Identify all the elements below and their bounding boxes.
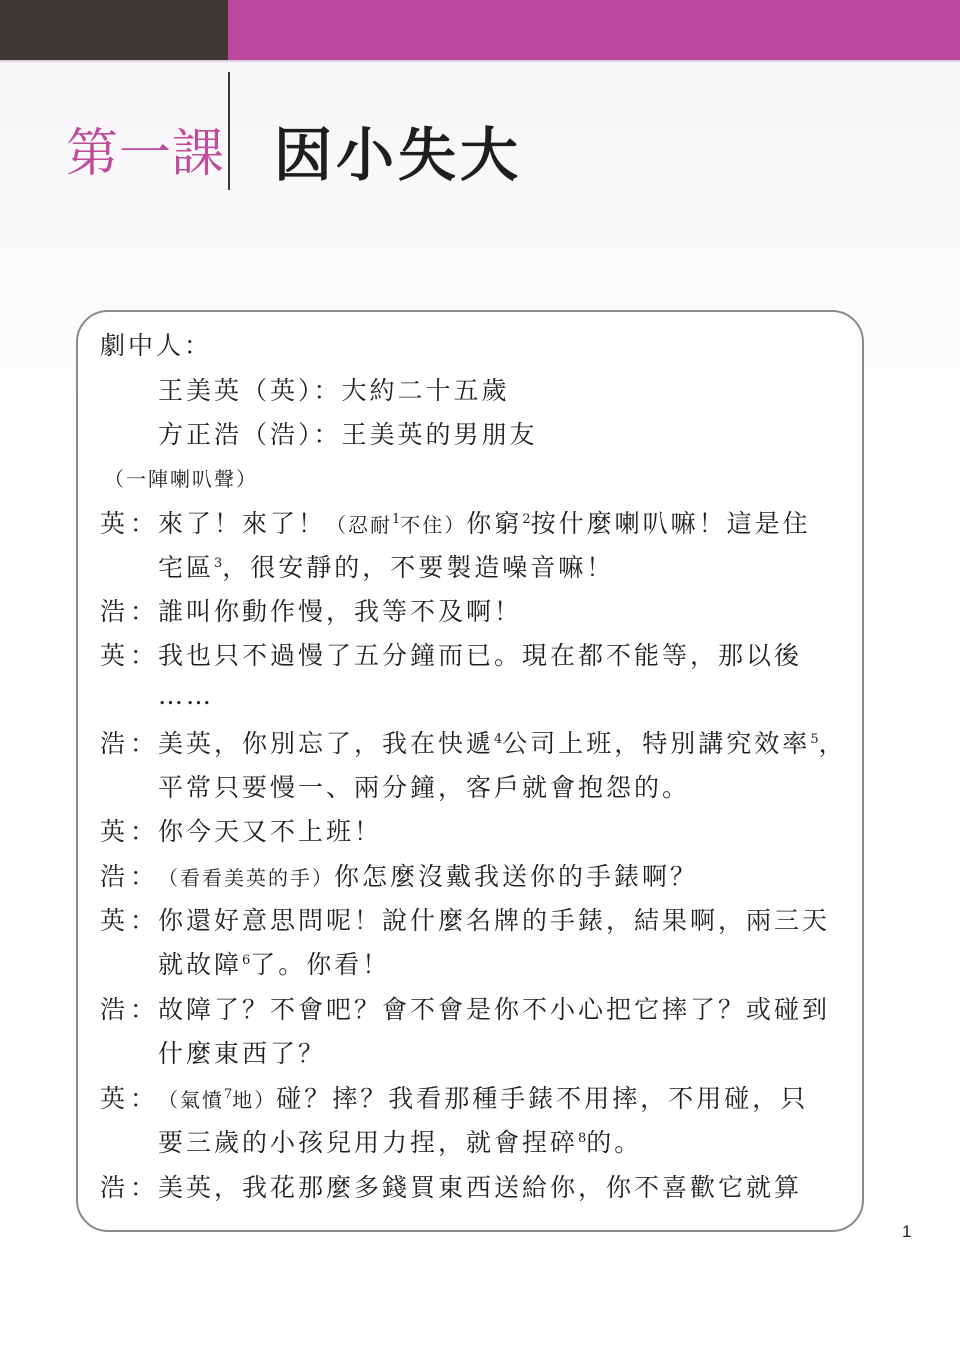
footnote-marker: 3: [214, 556, 223, 571]
dialogue-line: [158, 1086, 808, 1111]
dialogue-line: [158, 864, 698, 889]
dialogue-line: 你還好意思問呢！說什麼名牌的手錶，結果啊，兩三天: [158, 906, 831, 935]
stage-note-text: （忍耐: [326, 513, 393, 537]
speaker-label: 浩: [100, 597, 126, 626]
dialogue-text: 你怎麼沒戴我送你的手錶啊？: [334, 862, 699, 891]
footnote-marker: 5: [810, 732, 819, 747]
dialogue-line: [158, 952, 390, 977]
stage-note: [158, 1088, 276, 1112]
speaker-label: 浩: [100, 729, 126, 758]
speaker-colon: ：: [130, 729, 156, 758]
lesson-number: 第一課: [66, 124, 226, 184]
dialogue-text: 就故障: [158, 950, 243, 979]
dialogue-line: [158, 1130, 642, 1155]
speaker-label: 浩: [100, 995, 126, 1024]
speaker-colon: ：: [130, 641, 156, 670]
speaker-colon: ：: [130, 862, 156, 891]
dialogue-text: 按什麼喇叭嘛！這是住: [530, 509, 811, 538]
dialogue-text: 了。你看！: [250, 950, 391, 979]
dialogue-line: 你今天又不上班！: [158, 817, 383, 846]
speaker-label: 英: [100, 509, 126, 538]
dialogue-line: 故障了？不會吧？會不會是你不小心把它摔了？或碰到: [158, 995, 831, 1024]
footnote-marker: 4: [494, 732, 503, 747]
speaker-colon: ：: [130, 597, 156, 626]
dialogue-line: [158, 511, 811, 536]
footnote-marker: 1: [392, 512, 401, 527]
stage-note: [326, 513, 466, 537]
dialogue-line: 美英，我花那麼多錢買東西送給你，你不喜歡它就算: [158, 1173, 803, 1202]
dialogue-text: 美英，你別忘了，我在快遞: [158, 729, 495, 758]
cast-member: 方正浩（浩）：王美英的男朋友: [158, 420, 538, 449]
cast-heading: 劇中人：: [100, 331, 213, 360]
footnote-marker: 6: [242, 953, 251, 968]
speaker-label: 英: [100, 817, 126, 846]
header-band-pink: [228, 0, 960, 60]
dialogue-line: 我也只不過慢了五分鐘而已。現在都不能等，那以後: [158, 641, 803, 670]
dialogue-line: [158, 731, 847, 756]
stage-note: （看看美英的手）: [158, 866, 334, 890]
dialogue-text: ，很安靜的，不要製造噪音嘛！: [222, 553, 615, 582]
dialogue-text: 的。: [586, 1128, 643, 1157]
speaker-colon: ：: [130, 906, 156, 935]
stage-note-text: （氣憤: [158, 1088, 224, 1112]
header-band-dark: [0, 0, 228, 60]
speaker-label: 英: [100, 1084, 126, 1113]
dialogue-line: [158, 555, 614, 580]
dialogue-text: 公司上班，特別講究效率: [502, 729, 811, 758]
title-divider: [228, 72, 230, 190]
lesson-title: 因小失大: [274, 121, 523, 189]
speaker-colon: ：: [130, 995, 156, 1024]
speaker-label: 浩: [100, 1173, 126, 1202]
speaker-label: 英: [100, 641, 126, 670]
speaker-colon: ：: [130, 1173, 156, 1202]
footnote-marker: 2: [522, 512, 531, 527]
stage-note-text: 地）: [232, 1088, 277, 1112]
dialogue-text: 來了！來了！: [158, 509, 327, 538]
header-rule: [0, 60, 960, 62]
stage-note-text: 不住）: [400, 513, 467, 537]
stage-direction: （一陣喇叭聲）: [104, 467, 258, 491]
page-number: 1: [902, 1222, 912, 1241]
dialogue-line: ……: [158, 681, 214, 710]
dialogue-line: 誰叫你動作慢，我等不及啊！: [158, 597, 523, 626]
dialogue-text: 宅區: [158, 553, 215, 582]
cast-member: 王美英（英）：大約二十五歲: [158, 376, 510, 405]
footnote-marker: 8: [578, 1131, 587, 1146]
footnote-marker: 7: [224, 1087, 233, 1102]
dialogue-line: 平常只要慢一、兩分鐘，客戶就會抱怨的。: [158, 773, 691, 802]
dialogue-text: 你窮: [466, 509, 523, 538]
speaker-colon: ：: [130, 509, 156, 538]
speaker-colon: ：: [130, 817, 156, 846]
speaker-label: 浩: [100, 862, 126, 891]
speaker-label: 英: [100, 906, 126, 935]
dialogue-text: 要三歲的小孩兒用力捏，就會捏碎: [158, 1128, 579, 1157]
dialogue-text: 碰？摔？我看那種手錶不用摔，不用碰，只: [276, 1084, 809, 1113]
dialogue-line: 什麼東西了？: [158, 1039, 327, 1068]
dialogue-text: ，: [818, 729, 847, 758]
speaker-colon: ：: [130, 1084, 156, 1113]
